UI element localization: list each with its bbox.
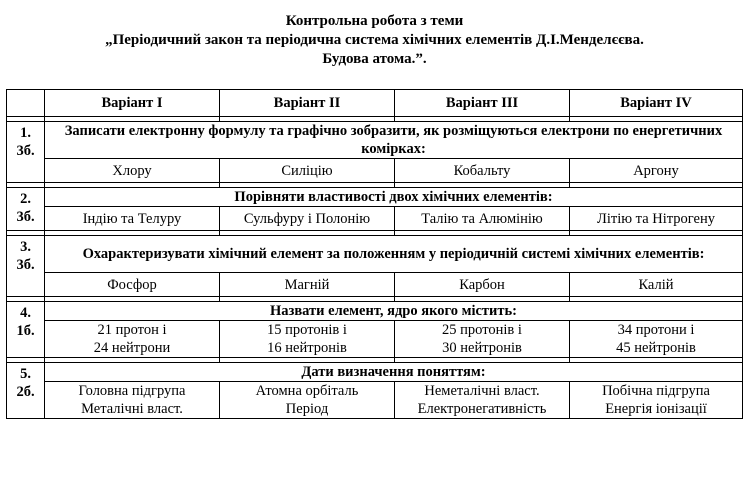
task-5-variant-1-line-2: Металічні власт. — [81, 401, 183, 417]
task-4-variant-1-line-1: 21 протон і — [97, 322, 167, 338]
task-4-variants — [7, 321, 743, 358]
task-2-variant-1: Індію та Телуру — [45, 207, 220, 231]
task-4-points: 1б. — [16, 323, 35, 339]
task-5-variants — [7, 382, 743, 419]
title-line-2: „Періодичний закон та періодична система хімічних елементів Д.І.Менделєєва. — [105, 32, 644, 48]
task-4-variant-3-line-1: 25 протонів і — [442, 322, 522, 338]
task-5-variant-1 — [45, 382, 220, 419]
header-empty — [7, 90, 45, 117]
task-4-variant-2 — [220, 321, 395, 358]
title-line-3: Будова атома.”. — [322, 51, 427, 67]
task-3-text: Охарактеризувати хімічний елемент за положенням у періодичній системі хімічних елементів: — [45, 236, 743, 273]
task-5-points: 2б. — [16, 384, 35, 400]
task-2-variant-3: Талію та Алюмінію — [395, 207, 570, 231]
task-4-variant-3-line-2: 30 нейтронів — [442, 340, 522, 356]
task-5-num: 5. — [20, 366, 31, 382]
task-4-variant-4-line-1: 34 протони і — [617, 322, 695, 338]
header-variant-1: Варіант І — [45, 90, 220, 117]
task-4-variant-1 — [45, 321, 220, 358]
task-4-variant-2-line-1: 15 протонів і — [267, 322, 347, 338]
header-variant-2: Варіант ІІ — [220, 90, 395, 117]
task-4-variant-4 — [570, 321, 743, 358]
task-2-variant-2: Сульфуру і Полонію — [220, 207, 395, 231]
title-line-1: Контрольна робота з теми — [285, 13, 464, 29]
task-2-variants — [7, 207, 743, 231]
task-5-variant-3-line-1: Неметалічні власт. — [424, 383, 540, 399]
task-4-variant-2-line-2: 16 нейтронів — [267, 340, 347, 356]
task-4-number — [7, 302, 45, 358]
task-5-variant-4-line-1: Побічна підгрупа — [602, 383, 710, 399]
task-1-number — [7, 122, 45, 183]
task-3-num: 3. — [20, 239, 31, 255]
task-5-row — [7, 363, 743, 382]
task-3-variant-1: Фосфор — [45, 273, 220, 297]
task-3-points: 3б. — [16, 257, 35, 273]
task-1-variant-1: Хлору — [45, 159, 220, 183]
task-1-variant-3: Кобальту — [395, 159, 570, 183]
task-4-num: 4. — [20, 305, 31, 321]
task-3-variants — [7, 273, 743, 297]
task-3-number — [7, 236, 45, 297]
test-table — [6, 89, 743, 419]
task-3-variant-2: Магній — [220, 273, 395, 297]
task-4-variant-4-line-2: 45 нейтронів — [616, 340, 696, 356]
task-1-points: 3б. — [16, 143, 35, 159]
task-5-number — [7, 363, 45, 419]
header-variant-3: Варіант ІІІ — [395, 90, 570, 117]
task-5-variant-4 — [570, 382, 743, 419]
task-4-variant-3 — [395, 321, 570, 358]
task-1-variant-4: Аргону — [570, 159, 743, 183]
task-5-variant-1-line-1: Головна підгрупа — [78, 383, 186, 399]
task-5-variant-4-line-2: Енергія іонізації — [605, 401, 707, 417]
task-5-variant-3 — [395, 382, 570, 419]
document-title — [0, 12, 749, 69]
task-3-row — [7, 236, 743, 273]
task-3-variant-3: Карбон — [395, 273, 570, 297]
task-5-variant-2-line-1: Атомна орбіталь — [255, 383, 359, 399]
task-1-variant-2: Силіцію — [220, 159, 395, 183]
task-4-text: Назвати елемент, ядро якого містить: — [45, 302, 743, 321]
task-1-row — [7, 122, 743, 159]
task-5-variant-3-line-2: Електронегативність — [417, 401, 547, 417]
header-row — [7, 90, 743, 117]
task-3-variant-4: Калій — [570, 273, 743, 297]
task-2-num: 2. — [20, 191, 31, 207]
task-2-text: Порівняти властивості двох хімічних елементів: — [45, 188, 743, 207]
task-4-variant-1-line-2: 24 нейтрони — [93, 340, 171, 356]
task-1-variants — [7, 159, 743, 183]
task-5-variant-2 — [220, 382, 395, 419]
task-2-row — [7, 188, 743, 207]
task-2-variant-4: Літію та Нітрогену — [570, 207, 743, 231]
task-5-variant-2-line-2: Період — [285, 401, 329, 417]
task-4-row — [7, 302, 743, 321]
task-2-points: 3б. — [16, 209, 35, 225]
task-1-text: Записати електронну формулу та графічно зобразити, як розміщуються електрони по енергетичних комірках: — [45, 122, 743, 159]
task-1-num: 1. — [20, 125, 31, 141]
task-2-number — [7, 188, 45, 231]
header-variant-4: Варіант IV — [570, 90, 743, 117]
task-5-text: Дати визначення поняттям: — [45, 363, 743, 382]
